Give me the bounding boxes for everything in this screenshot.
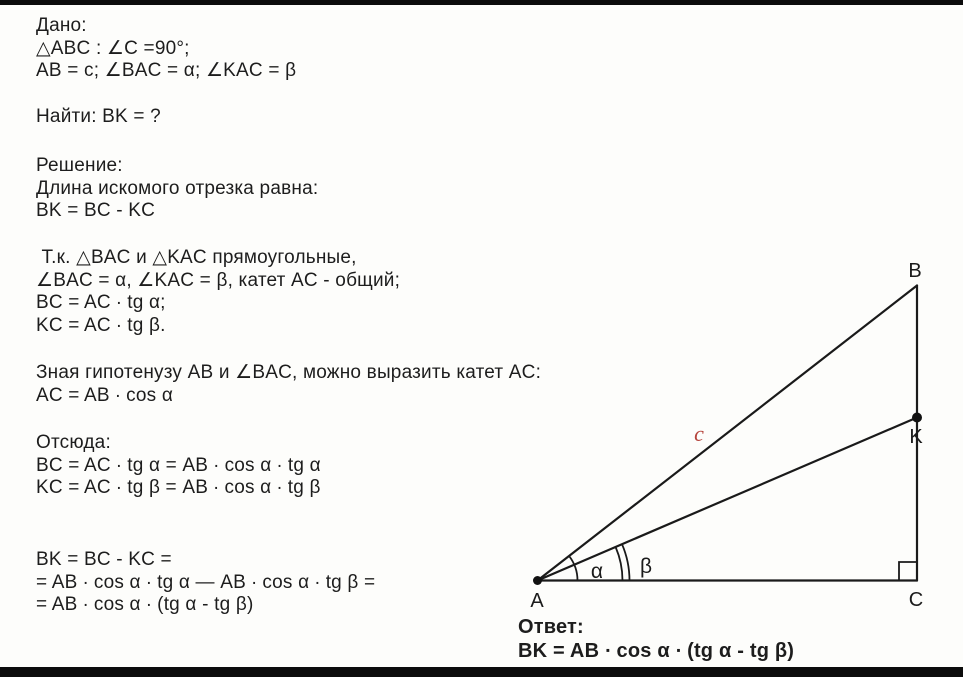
point-k-label: K [909, 426, 923, 448]
solution-line: BC = AC ∙ tg α; [36, 292, 166, 314]
solution-line: Найти: BK = ? [36, 106, 161, 127]
solution-line: AC = AB ∙ cos α [36, 384, 174, 406]
vertex-b-label: B [908, 260, 922, 282]
segment-ak-line [538, 418, 918, 581]
solution-line: Дано: [36, 15, 87, 36]
solution-line: BK = BC - KC = [36, 549, 172, 570]
solution-line: = AB ∙ cos α ∙ tg α — AB ∙ cos α ∙ tg β = [36, 571, 376, 593]
solution-line: △ABC : ∠C =90°; [36, 37, 190, 59]
solution-line: ∠BAC = α, ∠KAC = β, катет AC - общий; [36, 269, 401, 291]
solution-line: Т.к. △BAC и △KAC прямоугольные, [36, 247, 357, 268]
solution-line: AB = c; ∠BAC = α; ∠KAC = β [36, 60, 297, 82]
solution-line: BC = AC ∙ tg α = AB ∙ cos α ∙ tg α [36, 454, 321, 476]
solution-line: BK = BC - KC [36, 200, 156, 222]
point-k-dot [912, 413, 922, 423]
right-angle-mark [899, 562, 917, 581]
side-c-label: c [694, 421, 704, 446]
angle-beta-label: β [639, 555, 653, 578]
solution-line: Длина искомого отрезка равна: [36, 177, 319, 199]
solution-line: KC = AC ∙ tg β. [36, 314, 166, 336]
answer-label: Ответ: [518, 616, 584, 638]
angle-beta-arc-inner [616, 547, 623, 581]
solution-line: = AB ∙ cos α ∙ (tg α - tg β) [36, 594, 254, 616]
side-ab-line [538, 286, 918, 581]
solution-line: KC = AC ∙ tg β = AB ∙ cos α ∙ tg β [36, 477, 321, 499]
solution-line: Решение: [36, 155, 123, 176]
angle-alpha-arc [569, 556, 577, 581]
solution-line: Зная гипотенузу AB и ∠BAC, можно выразить катет AC: [36, 362, 542, 383]
solution-line: Отсюда: [36, 432, 111, 453]
vertex-a-label: A [530, 590, 544, 612]
angle-alpha-label: α [590, 560, 604, 583]
vertex-c-label: C [908, 589, 924, 611]
point-a-dot [533, 576, 542, 585]
answer-formula: BK = AB ∙ cos α ∙ (tg α - tg β) [518, 639, 795, 662]
